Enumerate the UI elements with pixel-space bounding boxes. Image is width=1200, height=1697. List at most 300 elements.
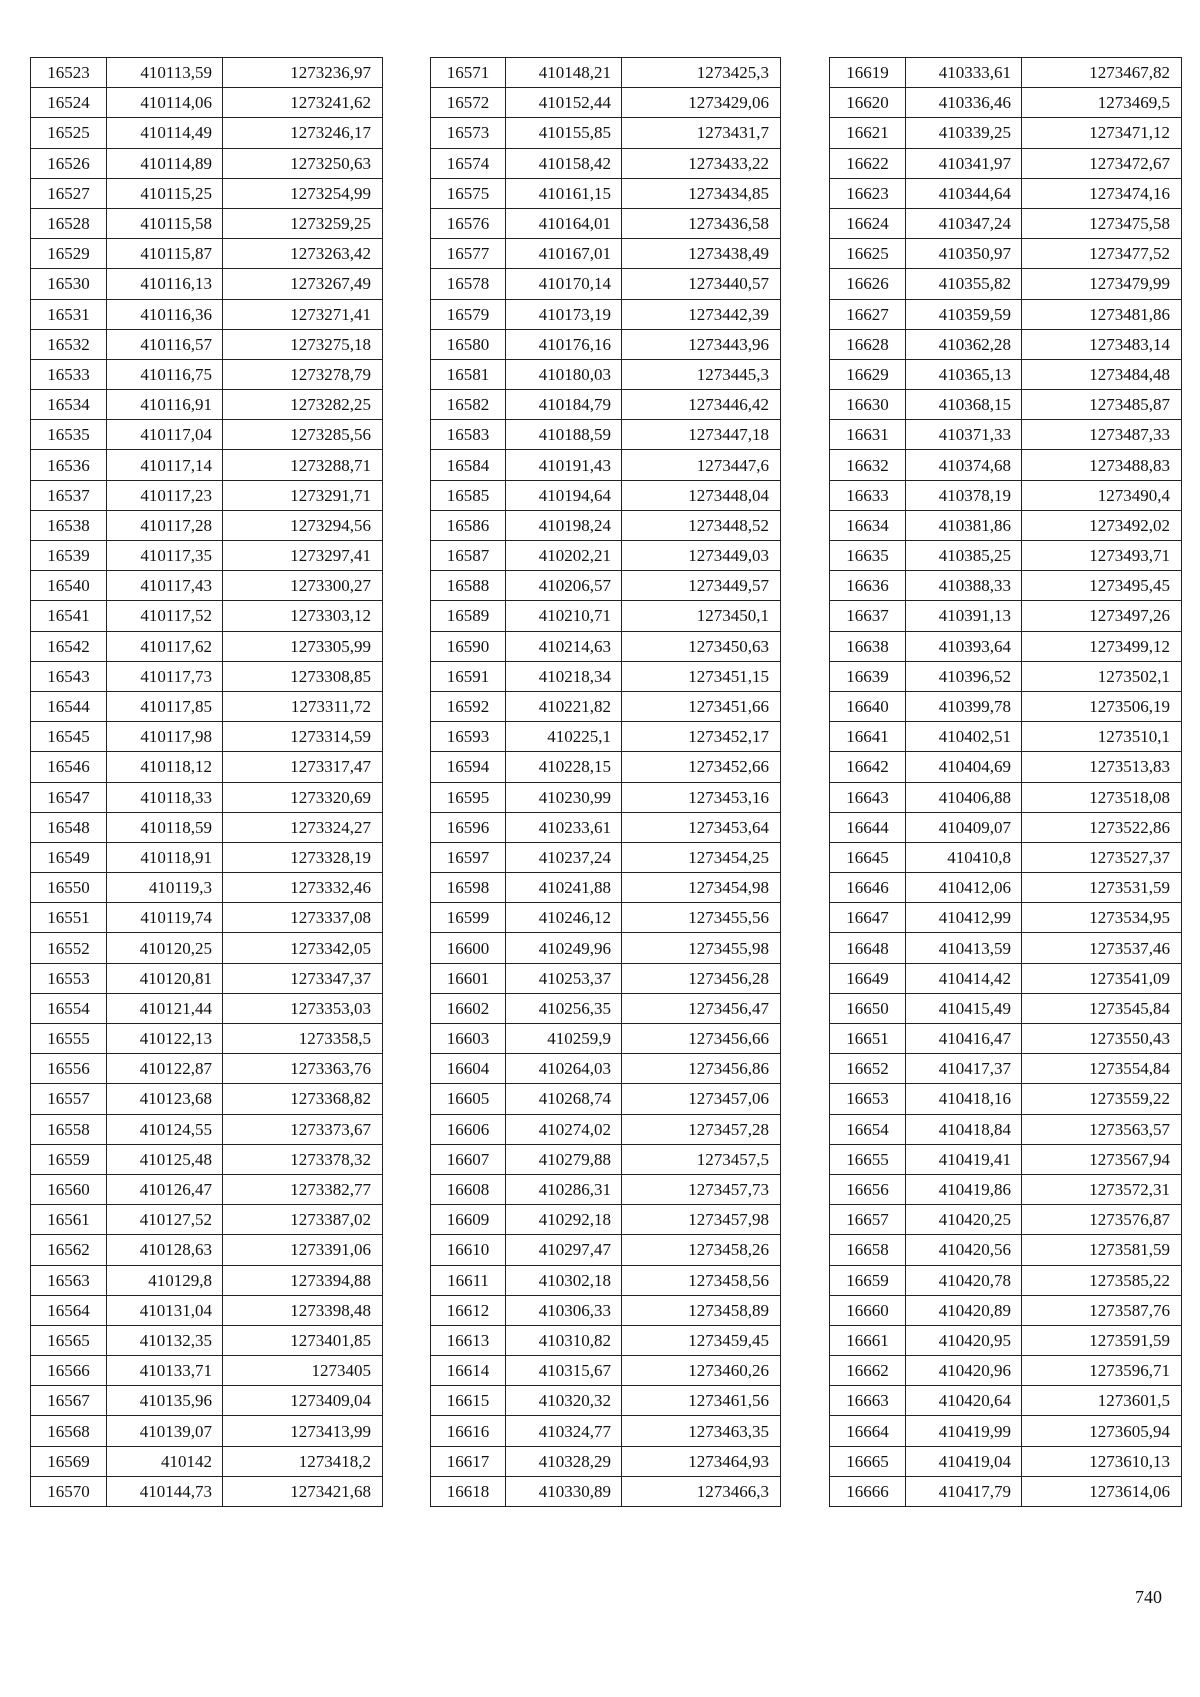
point-number-cell: 16656 xyxy=(830,1174,906,1204)
table-row xyxy=(31,752,383,782)
point-number-cell: 16523 xyxy=(31,58,107,88)
table-row xyxy=(431,873,781,903)
point-number-cell: 16600 xyxy=(431,933,506,963)
table-row xyxy=(830,480,1182,510)
point-number-cell: 16579 xyxy=(431,299,506,329)
x-coordinate-cell: 410274,02 xyxy=(506,1114,622,1144)
table-row xyxy=(431,329,781,359)
x-coordinate-cell: 410170,14 xyxy=(506,269,622,299)
y-coordinate-cell: 1273328,19 xyxy=(223,842,383,872)
x-coordinate-cell: 410413,59 xyxy=(906,933,1022,963)
y-coordinate-cell: 1273475,58 xyxy=(1022,208,1182,238)
point-number-cell: 16628 xyxy=(830,329,906,359)
point-number-cell: 16651 xyxy=(830,1024,906,1054)
table-row xyxy=(431,450,781,480)
point-number-cell: 16602 xyxy=(431,993,506,1023)
x-coordinate-cell: 410385,25 xyxy=(906,541,1022,571)
x-coordinate-cell: 410420,89 xyxy=(906,1295,1022,1325)
y-coordinate-cell: 1273587,76 xyxy=(1022,1295,1182,1325)
y-coordinate-cell: 1273456,66 xyxy=(622,1024,781,1054)
x-coordinate-cell: 410117,14 xyxy=(107,450,223,480)
y-coordinate-cell: 1273448,52 xyxy=(622,510,781,540)
point-number-cell: 16546 xyxy=(31,752,107,782)
point-number-cell: 16539 xyxy=(31,541,107,571)
x-coordinate-cell: 410415,49 xyxy=(906,993,1022,1023)
x-coordinate-cell: 410191,43 xyxy=(506,450,622,480)
table-row xyxy=(31,1265,383,1295)
x-coordinate-cell: 410119,74 xyxy=(107,903,223,933)
x-coordinate-cell: 410124,55 xyxy=(107,1114,223,1144)
point-number-cell: 16595 xyxy=(431,782,506,812)
point-number-cell: 16614 xyxy=(431,1356,506,1386)
x-coordinate-cell: 410117,04 xyxy=(107,420,223,450)
point-number-cell: 16591 xyxy=(431,661,506,691)
x-coordinate-cell: 410114,89 xyxy=(107,148,223,178)
x-coordinate-cell: 410328,29 xyxy=(506,1446,622,1476)
x-coordinate-cell: 410310,82 xyxy=(506,1325,622,1355)
y-coordinate-cell: 1273455,98 xyxy=(622,933,781,963)
table-row xyxy=(31,903,383,933)
x-coordinate-cell: 410202,21 xyxy=(506,541,622,571)
x-coordinate-cell: 410123,68 xyxy=(107,1084,223,1114)
point-number-cell: 16584 xyxy=(431,450,506,480)
x-coordinate-cell: 410133,71 xyxy=(107,1356,223,1386)
table-row xyxy=(31,148,383,178)
x-coordinate-cell: 410139,07 xyxy=(107,1416,223,1446)
x-coordinate-cell: 410152,44 xyxy=(506,88,622,118)
x-coordinate-cell: 410117,85 xyxy=(107,691,223,721)
y-coordinate-cell: 1273378,32 xyxy=(223,1144,383,1174)
point-number-cell: 16642 xyxy=(830,752,906,782)
table-row xyxy=(31,420,383,450)
table-row xyxy=(31,1205,383,1235)
table-row xyxy=(830,1205,1182,1235)
point-number-cell: 16608 xyxy=(431,1174,506,1204)
x-coordinate-cell: 410117,28 xyxy=(107,510,223,540)
point-number-cell: 16549 xyxy=(31,842,107,872)
y-coordinate-cell: 1273271,41 xyxy=(223,299,383,329)
y-coordinate-cell: 1273342,05 xyxy=(223,933,383,963)
point-number-cell: 16538 xyxy=(31,510,107,540)
y-coordinate-cell: 1273456,86 xyxy=(622,1054,781,1084)
table-row xyxy=(431,691,781,721)
y-coordinate-cell: 1273436,58 xyxy=(622,208,781,238)
y-coordinate-cell: 1273455,56 xyxy=(622,903,781,933)
table-row xyxy=(31,1114,383,1144)
point-number-cell: 16534 xyxy=(31,390,107,420)
x-coordinate-cell: 410391,13 xyxy=(906,601,1022,631)
y-coordinate-cell: 1273596,71 xyxy=(1022,1356,1182,1386)
x-coordinate-cell: 410148,21 xyxy=(506,58,622,88)
x-coordinate-cell: 410233,61 xyxy=(506,812,622,842)
table-row xyxy=(31,963,383,993)
point-number-cell: 16652 xyxy=(830,1054,906,1084)
y-coordinate-cell: 1273401,85 xyxy=(223,1325,383,1355)
x-coordinate-cell: 410417,37 xyxy=(906,1054,1022,1084)
point-number-cell: 16598 xyxy=(431,873,506,903)
point-number-cell: 16571 xyxy=(431,58,506,88)
x-coordinate-cell: 410121,44 xyxy=(107,993,223,1023)
y-coordinate-cell: 1273510,1 xyxy=(1022,722,1182,752)
x-coordinate-cell: 410119,3 xyxy=(107,873,223,903)
point-number-cell: 16621 xyxy=(830,118,906,148)
table-row xyxy=(830,58,1182,88)
table-row xyxy=(31,239,383,269)
point-number-cell: 16636 xyxy=(830,571,906,601)
point-number-cell: 16634 xyxy=(830,510,906,540)
table-row xyxy=(431,359,781,389)
table-row xyxy=(830,1024,1182,1054)
y-coordinate-cell: 1273605,94 xyxy=(1022,1416,1182,1446)
x-coordinate-cell: 410120,25 xyxy=(107,933,223,963)
x-coordinate-cell: 410164,01 xyxy=(506,208,622,238)
y-coordinate-cell: 1273332,46 xyxy=(223,873,383,903)
x-coordinate-cell: 410115,87 xyxy=(107,239,223,269)
y-coordinate-cell: 1273449,57 xyxy=(622,571,781,601)
y-coordinate-cell: 1273405 xyxy=(223,1356,383,1386)
point-number-cell: 16541 xyxy=(31,601,107,631)
table-row xyxy=(431,239,781,269)
y-coordinate-cell: 1273391,06 xyxy=(223,1235,383,1265)
x-coordinate-cell: 410362,28 xyxy=(906,329,1022,359)
y-coordinate-cell: 1273457,06 xyxy=(622,1084,781,1114)
table-row xyxy=(431,1235,781,1265)
x-coordinate-cell: 410116,13 xyxy=(107,269,223,299)
table-row xyxy=(431,1265,781,1295)
x-coordinate-cell: 410402,51 xyxy=(906,722,1022,752)
y-coordinate-cell: 1273282,25 xyxy=(223,390,383,420)
x-coordinate-cell: 410128,63 xyxy=(107,1235,223,1265)
x-coordinate-cell: 410117,73 xyxy=(107,661,223,691)
table-row xyxy=(431,752,781,782)
point-number-cell: 16574 xyxy=(431,148,506,178)
x-coordinate-cell: 410306,33 xyxy=(506,1295,622,1325)
table-row xyxy=(830,1356,1182,1386)
y-coordinate-cell: 1273527,37 xyxy=(1022,842,1182,872)
x-coordinate-cell: 410381,86 xyxy=(906,510,1022,540)
x-coordinate-cell: 410117,43 xyxy=(107,571,223,601)
x-coordinate-cell: 410198,24 xyxy=(506,510,622,540)
y-coordinate-cell: 1273275,18 xyxy=(223,329,383,359)
table-row xyxy=(830,601,1182,631)
table-row xyxy=(31,1325,383,1355)
table-row xyxy=(830,1144,1182,1174)
y-coordinate-cell: 1273513,83 xyxy=(1022,752,1182,782)
y-coordinate-cell: 1273259,25 xyxy=(223,208,383,238)
x-coordinate-cell: 410117,98 xyxy=(107,722,223,752)
table-row xyxy=(830,752,1182,782)
point-number-cell: 16619 xyxy=(830,58,906,88)
table-row xyxy=(431,601,781,631)
y-coordinate-cell: 1273450,63 xyxy=(622,631,781,661)
y-coordinate-cell: 1273484,48 xyxy=(1022,359,1182,389)
y-coordinate-cell: 1273477,52 xyxy=(1022,239,1182,269)
y-coordinate-cell: 1273246,17 xyxy=(223,118,383,148)
point-number-cell: 16537 xyxy=(31,480,107,510)
table-row xyxy=(830,691,1182,721)
x-coordinate-cell: 410117,23 xyxy=(107,480,223,510)
point-number-cell: 16625 xyxy=(830,239,906,269)
y-coordinate-cell: 1273457,28 xyxy=(622,1114,781,1144)
table-row xyxy=(431,1416,781,1446)
table-row xyxy=(31,873,383,903)
table-row xyxy=(830,510,1182,540)
y-coordinate-cell: 1273474,16 xyxy=(1022,178,1182,208)
point-number-cell: 16660 xyxy=(830,1295,906,1325)
table-row xyxy=(830,239,1182,269)
y-coordinate-cell: 1273457,98 xyxy=(622,1205,781,1235)
y-coordinate-cell: 1273499,12 xyxy=(1022,631,1182,661)
point-number-cell: 16657 xyxy=(830,1205,906,1235)
point-number-cell: 16611 xyxy=(431,1265,506,1295)
x-coordinate-cell: 410339,25 xyxy=(906,118,1022,148)
y-coordinate-cell: 1273413,99 xyxy=(223,1416,383,1446)
point-number-cell: 16666 xyxy=(830,1476,906,1506)
table-row xyxy=(31,661,383,691)
x-coordinate-cell: 410409,07 xyxy=(906,812,1022,842)
point-number-cell: 16560 xyxy=(31,1174,107,1204)
point-number-cell: 16529 xyxy=(31,239,107,269)
point-number-cell: 16583 xyxy=(431,420,506,450)
y-coordinate-cell: 1273457,5 xyxy=(622,1144,781,1174)
y-coordinate-cell: 1273314,59 xyxy=(223,722,383,752)
y-coordinate-cell: 1273297,41 xyxy=(223,541,383,571)
y-coordinate-cell: 1273303,12 xyxy=(223,601,383,631)
x-coordinate-cell: 410404,69 xyxy=(906,752,1022,782)
table-row xyxy=(31,299,383,329)
table-row xyxy=(830,148,1182,178)
point-number-cell: 16552 xyxy=(31,933,107,963)
point-number-cell: 16545 xyxy=(31,722,107,752)
y-coordinate-cell: 1273469,5 xyxy=(1022,88,1182,118)
x-coordinate-cell: 410420,25 xyxy=(906,1205,1022,1235)
point-number-cell: 16536 xyxy=(31,450,107,480)
x-coordinate-cell: 410118,59 xyxy=(107,812,223,842)
table-row xyxy=(830,450,1182,480)
table-row xyxy=(830,299,1182,329)
x-coordinate-cell: 410246,12 xyxy=(506,903,622,933)
point-number-cell: 16563 xyxy=(31,1265,107,1295)
table-row xyxy=(31,933,383,963)
table-row xyxy=(431,1356,781,1386)
point-number-cell: 16661 xyxy=(830,1325,906,1355)
y-coordinate-cell: 1273554,84 xyxy=(1022,1054,1182,1084)
y-coordinate-cell: 1273456,47 xyxy=(622,993,781,1023)
x-coordinate-cell: 410371,33 xyxy=(906,420,1022,450)
point-number-cell: 16615 xyxy=(431,1386,506,1416)
table-row xyxy=(31,178,383,208)
point-number-cell: 16609 xyxy=(431,1205,506,1235)
y-coordinate-cell: 1273451,66 xyxy=(622,691,781,721)
y-coordinate-cell: 1273337,08 xyxy=(223,903,383,933)
table-row xyxy=(31,993,383,1023)
y-coordinate-cell: 1273431,7 xyxy=(622,118,781,148)
y-coordinate-cell: 1273591,59 xyxy=(1022,1325,1182,1355)
point-number-cell: 16603 xyxy=(431,1024,506,1054)
point-number-cell: 16565 xyxy=(31,1325,107,1355)
y-coordinate-cell: 1273285,56 xyxy=(223,420,383,450)
x-coordinate-cell: 410419,86 xyxy=(906,1174,1022,1204)
point-number-cell: 16527 xyxy=(31,178,107,208)
y-coordinate-cell: 1273449,03 xyxy=(622,541,781,571)
x-coordinate-cell: 410225,1 xyxy=(506,722,622,752)
point-number-cell: 16557 xyxy=(31,1084,107,1114)
point-number-cell: 16564 xyxy=(31,1295,107,1325)
y-coordinate-cell: 1273363,76 xyxy=(223,1054,383,1084)
y-coordinate-cell: 1273458,26 xyxy=(622,1235,781,1265)
y-coordinate-cell: 1273311,72 xyxy=(223,691,383,721)
y-coordinate-cell: 1273450,1 xyxy=(622,601,781,631)
x-coordinate-cell: 410302,18 xyxy=(506,1265,622,1295)
table-row xyxy=(31,601,383,631)
table-row xyxy=(830,420,1182,450)
point-number-cell: 16575 xyxy=(431,178,506,208)
point-number-cell: 16533 xyxy=(31,359,107,389)
x-coordinate-cell: 410161,15 xyxy=(506,178,622,208)
point-number-cell: 16605 xyxy=(431,1084,506,1114)
x-coordinate-cell: 410418,84 xyxy=(906,1114,1022,1144)
y-coordinate-cell: 1273442,39 xyxy=(622,299,781,329)
table-row xyxy=(31,450,383,480)
y-coordinate-cell: 1273563,57 xyxy=(1022,1114,1182,1144)
table-row xyxy=(830,1054,1182,1084)
point-number-cell: 16540 xyxy=(31,571,107,601)
x-coordinate-cell: 410268,74 xyxy=(506,1084,622,1114)
table-row xyxy=(31,722,383,752)
point-number-cell: 16542 xyxy=(31,631,107,661)
table-row xyxy=(830,842,1182,872)
x-coordinate-cell: 410264,03 xyxy=(506,1054,622,1084)
x-coordinate-cell: 410320,32 xyxy=(506,1386,622,1416)
table-row xyxy=(830,782,1182,812)
y-coordinate-cell: 1273443,96 xyxy=(622,329,781,359)
table-row xyxy=(431,510,781,540)
y-coordinate-cell: 1273614,06 xyxy=(1022,1476,1182,1506)
y-coordinate-cell: 1273300,27 xyxy=(223,571,383,601)
y-coordinate-cell: 1273541,09 xyxy=(1022,963,1182,993)
y-coordinate-cell: 1273317,47 xyxy=(223,752,383,782)
y-coordinate-cell: 1273461,56 xyxy=(622,1386,781,1416)
y-coordinate-cell: 1273610,13 xyxy=(1022,1446,1182,1476)
table-row xyxy=(31,1235,383,1265)
x-coordinate-cell: 410125,48 xyxy=(107,1144,223,1174)
point-number-cell: 16627 xyxy=(830,299,906,329)
point-number-cell: 16616 xyxy=(431,1416,506,1446)
point-number-cell: 16572 xyxy=(431,88,506,118)
table-row xyxy=(830,178,1182,208)
x-coordinate-cell: 410368,15 xyxy=(906,390,1022,420)
table-row xyxy=(830,1416,1182,1446)
table-row xyxy=(31,480,383,510)
point-number-cell: 16645 xyxy=(830,842,906,872)
y-coordinate-cell: 1273493,71 xyxy=(1022,541,1182,571)
point-number-cell: 16561 xyxy=(31,1205,107,1235)
x-coordinate-cell: 410167,01 xyxy=(506,239,622,269)
x-coordinate-cell: 410120,81 xyxy=(107,963,223,993)
point-number-cell: 16524 xyxy=(31,88,107,118)
table-row xyxy=(31,390,383,420)
table-row xyxy=(431,1114,781,1144)
x-coordinate-cell: 410173,19 xyxy=(506,299,622,329)
y-coordinate-cell: 1273446,42 xyxy=(622,390,781,420)
point-number-cell: 16544 xyxy=(31,691,107,721)
y-coordinate-cell: 1273454,98 xyxy=(622,873,781,903)
y-coordinate-cell: 1273497,26 xyxy=(1022,601,1182,631)
y-coordinate-cell: 1273576,87 xyxy=(1022,1205,1182,1235)
x-coordinate-cell: 410118,12 xyxy=(107,752,223,782)
table-row xyxy=(431,58,781,88)
table-row xyxy=(431,118,781,148)
x-coordinate-cell: 410114,06 xyxy=(107,88,223,118)
point-number-cell: 16530 xyxy=(31,269,107,299)
table-row xyxy=(31,782,383,812)
point-number-cell: 16586 xyxy=(431,510,506,540)
y-coordinate-cell: 1273502,1 xyxy=(1022,661,1182,691)
y-coordinate-cell: 1273481,86 xyxy=(1022,299,1182,329)
point-number-cell: 16582 xyxy=(431,390,506,420)
point-number-cell: 16644 xyxy=(830,812,906,842)
table-row xyxy=(830,1174,1182,1204)
point-number-cell: 16601 xyxy=(431,963,506,993)
point-number-cell: 16581 xyxy=(431,359,506,389)
y-coordinate-cell: 1273347,37 xyxy=(223,963,383,993)
table-row xyxy=(830,1386,1182,1416)
y-coordinate-cell: 1273581,59 xyxy=(1022,1235,1182,1265)
x-coordinate-cell: 410256,35 xyxy=(506,993,622,1023)
table-row xyxy=(31,1174,383,1204)
point-number-cell: 16639 xyxy=(830,661,906,691)
y-coordinate-cell: 1273459,45 xyxy=(622,1325,781,1355)
y-coordinate-cell: 1273308,85 xyxy=(223,661,383,691)
table-row xyxy=(31,1386,383,1416)
point-number-cell: 16631 xyxy=(830,420,906,450)
y-coordinate-cell: 1273236,97 xyxy=(223,58,383,88)
y-coordinate-cell: 1273483,14 xyxy=(1022,329,1182,359)
table-row xyxy=(830,812,1182,842)
y-coordinate-cell: 1273294,56 xyxy=(223,510,383,540)
table-row xyxy=(830,631,1182,661)
y-coordinate-cell: 1273464,93 xyxy=(622,1446,781,1476)
y-coordinate-cell: 1273425,3 xyxy=(622,58,781,88)
x-coordinate-cell: 410333,61 xyxy=(906,58,1022,88)
y-coordinate-cell: 1273487,33 xyxy=(1022,420,1182,450)
table-row xyxy=(431,631,781,661)
y-coordinate-cell: 1273254,99 xyxy=(223,178,383,208)
x-coordinate-cell: 410347,24 xyxy=(906,208,1022,238)
table-row xyxy=(431,480,781,510)
point-number-cell: 16587 xyxy=(431,541,506,571)
y-coordinate-cell: 1273545,84 xyxy=(1022,993,1182,1023)
table-row xyxy=(31,1084,383,1114)
x-coordinate-cell: 410286,31 xyxy=(506,1174,622,1204)
y-coordinate-cell: 1273479,99 xyxy=(1022,269,1182,299)
y-coordinate-cell: 1273324,27 xyxy=(223,812,383,842)
x-coordinate-cell: 410355,82 xyxy=(906,269,1022,299)
table-row xyxy=(31,208,383,238)
x-coordinate-cell: 410324,77 xyxy=(506,1416,622,1446)
table-row xyxy=(431,1386,781,1416)
x-coordinate-cell: 410393,64 xyxy=(906,631,1022,661)
y-coordinate-cell: 1273463,35 xyxy=(622,1416,781,1446)
y-coordinate-cell: 1273447,6 xyxy=(622,450,781,480)
point-number-cell: 16620 xyxy=(830,88,906,118)
x-coordinate-cell: 410412,06 xyxy=(906,873,1022,903)
y-coordinate-cell: 1273601,5 xyxy=(1022,1386,1182,1416)
y-coordinate-cell: 1273522,86 xyxy=(1022,812,1182,842)
x-coordinate-cell: 410115,25 xyxy=(107,178,223,208)
point-number-cell: 16558 xyxy=(31,1114,107,1144)
y-coordinate-cell: 1273537,46 xyxy=(1022,933,1182,963)
